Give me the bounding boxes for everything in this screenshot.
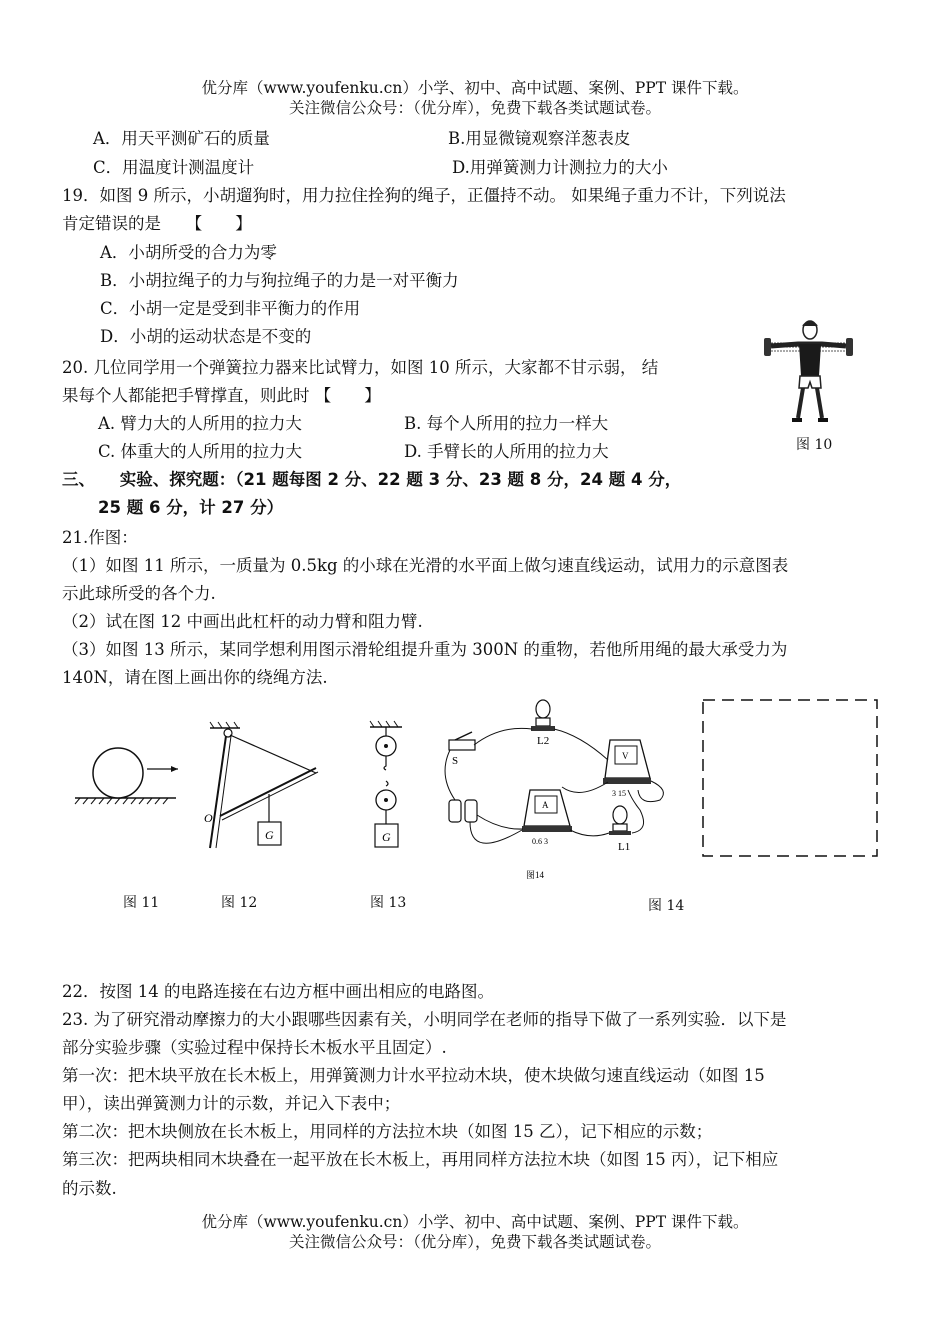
q21-part2: （2）试在图 12 中画出此杠杆的动力臂和阻力臂. <box>62 612 423 631</box>
q23-line-1: 23. 为了研究滑动摩擦力的大小跟哪些因素有关，小明同学在老师的指导下做了一系列实验．以下是 <box>62 1010 787 1029</box>
fig14-a-label: A <box>542 800 549 810</box>
battery-2-icon <box>465 800 477 822</box>
q21-part3-line1: （3）如图 13 所示，某同学想利用图示滑轮组提升重为 300N 的重物，若他所用绳的最大承受力为 <box>62 640 788 659</box>
q19-option-c: C．小胡一定是受到非平衡力的作用 <box>100 299 361 318</box>
figure-10-illustration <box>760 316 860 428</box>
q20-option-b: B. 每个人所用的拉力一样大 <box>404 414 609 433</box>
q23-line-2: 部分实验步骤（实验过程中保持长木板水平且固定）. <box>62 1038 447 1057</box>
fig14-v-label: V <box>622 751 629 761</box>
circuit-answer-box[interactable] <box>703 700 877 856</box>
figure-14-caption: 图 14 <box>648 898 685 914</box>
left-handle-icon <box>764 338 771 356</box>
q23-line-3: 第一次：把木块平放在长木板上，用弹簧测力计水平拉动木块，使木块做匀速直线运动（如图 15 <box>62 1066 765 1085</box>
q20-option-c: C. 体重大的人所用的拉力大 <box>98 442 303 461</box>
header-line-2: 关注微信公众号：（优分库），免费下载各类试题试卷。 <box>288 99 661 117</box>
figure-14-circuit-diagram <box>445 700 663 880</box>
fig14-l1-label: L1 <box>618 841 631 853</box>
fig14-l2-label: L2 <box>537 735 550 747</box>
figure-12-lever-diagram <box>204 722 318 848</box>
figures-row <box>0 690 950 890</box>
q22-text: 22．按图 14 的电路连接在右边方框中画出相应的电路图。 <box>62 982 494 1001</box>
q19-option-b: B．小胡拉绳子的力与狗拉绳子的力是一对平衡力 <box>100 271 459 290</box>
q19-stem-2: 肯定错误的是 【 】 <box>62 214 252 233</box>
q18-option-c: C．用温度计测温度计 <box>93 158 255 177</box>
fig14-voltmeter-scale: 3 15 <box>612 789 626 798</box>
q21-part1-line2: 示此球所受的各个力. <box>62 584 216 603</box>
fig13-g-label: G <box>382 830 391 844</box>
bulb-l1-icon <box>613 806 627 824</box>
fig12-g-label: G <box>265 828 274 842</box>
q23-line-5: 第二次：把木块侧放在长木板上，用同样的方法拉木块（如图 15 乙），记下相应的示数； <box>62 1122 713 1141</box>
q21-part3-line2: 140N，请在图上画出你的绕绳方法. <box>62 668 328 687</box>
footer-line-1: 优分库（www.youfenku.cn）小学、初中、高中试题、案例、PPT 课件下载。 <box>201 1213 749 1231</box>
q18-option-a: A．用天平测矿石的质量 <box>93 129 270 148</box>
q18-option-d: D.用弹簧测力计测拉力的大小 <box>452 158 668 177</box>
ball-icon <box>93 748 143 798</box>
q19-option-d: D．小胡的运动状态是不变的 <box>100 327 312 346</box>
footer-line-2: 关注微信公众号：（优分库），免费下载各类试题试卷。 <box>288 1233 661 1251</box>
q19-option-a: A．小胡所受的合力为零 <box>100 243 277 262</box>
fig14-ammeter-scale: 0.6 3 <box>532 837 548 846</box>
switch-icon <box>449 740 475 750</box>
q23-line-6: 第三次：把两块相同木块叠在一起平放在长木板上，再用同样方法拉木块（如图 15 丙），记下相应 <box>62 1150 779 1169</box>
right-handle-icon <box>846 338 853 356</box>
figure-13-caption: 图 13 <box>370 895 407 911</box>
figure-11-ball-diagram <box>75 748 178 804</box>
q21-part1-line1: （1）如图 11 所示，一质量为 0.5kg 的小球在光滑的水平面上做匀速直线运动，试用力的示意图表 <box>62 556 789 575</box>
q23-line-4: 甲），读出弹簧测力计的示数，并记入下表中； <box>62 1094 401 1113</box>
figure-13-pulley-diagram <box>370 721 402 847</box>
q20-stem-1: 20. 几位同学用一个弹簧拉力器来比试臂力，如图 10 所示，大家都不甘示弱， 结 <box>62 358 659 377</box>
fig12-o-label: O <box>204 811 213 825</box>
q20-stem-2: 果每个人都能把手臂撑直，则此时 【 】 <box>62 386 381 405</box>
section-3-heading-2: 25 题 6 分，计 27 分） <box>98 498 284 517</box>
q19-stem-1: 19．如图 9 所示，小胡遛狗时，用力拉住拴狗的绳子，正僵持不动。 如果绳子重力不计，下列说法 <box>62 186 786 205</box>
fig14-small-caption: 图14 <box>526 870 545 880</box>
fig14-s-label: S <box>452 755 459 767</box>
q20-option-d: D. 手臂长的人所用的拉力大 <box>404 442 609 461</box>
header-line-1: 优分库（www.youfenku.cn）小学、初中、高中试题、案例、PPT 课件下载。 <box>201 79 749 97</box>
q21-title: 21.作图： <box>62 528 138 547</box>
figure-10-caption: 图 10 <box>796 437 833 453</box>
velocity-arrow-icon <box>171 766 178 772</box>
q20-option-a: A. 臂力大的人所用的拉力大 <box>98 414 302 433</box>
figure-11-caption: 图 11 <box>123 895 160 911</box>
battery-1-icon <box>449 800 461 822</box>
section-3-heading-1: 三、 实验、探究题：（21 题每图 2 分、22 题 3 分、23 题 8 分，24 题 4 分， <box>62 470 682 489</box>
figure-12-caption: 图 12 <box>221 895 258 911</box>
bulb-l2-icon <box>536 700 550 718</box>
q18-option-b: B.用显微镜观察洋葱表皮 <box>448 129 631 148</box>
q23-line-7: 的示数. <box>62 1179 117 1198</box>
